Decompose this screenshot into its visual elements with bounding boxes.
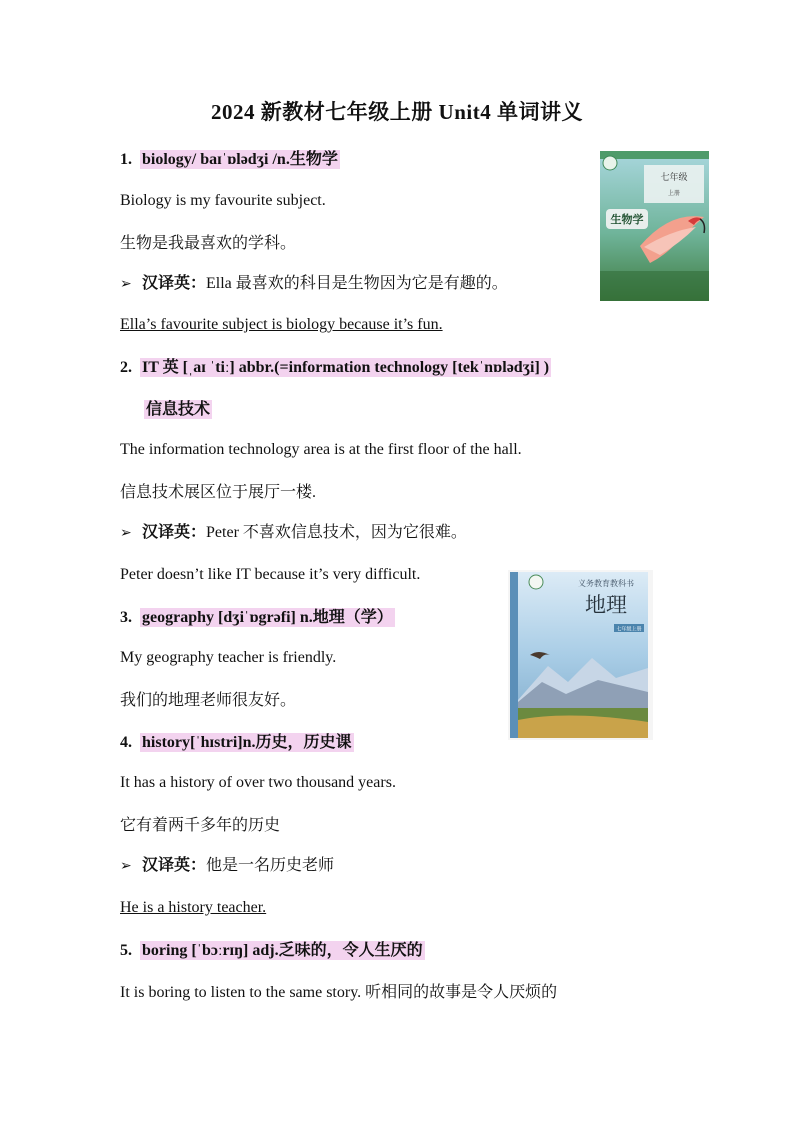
- entry-5-number: 5.: [120, 942, 132, 959]
- exercise-label: 汉译英：: [142, 524, 207, 541]
- entry-3-example-zh: 我们的地理老师很友好。: [120, 692, 297, 709]
- entry-4-example-en: It has a history of over two thousand years.: [120, 774, 396, 791]
- entry-2-example-zh: 信息技术展区位于展厅一楼.: [120, 484, 317, 501]
- entry-1-heading: [120, 146, 340, 169]
- entry-1-answer: Ella’s favourite subject is biology because it’s fun.: [120, 316, 443, 333]
- entry-3-number: 3.: [120, 609, 132, 626]
- geography-textbook-cover-image: [508, 570, 653, 740]
- entry-2-heading: [120, 354, 551, 377]
- entry-1-number: 1.: [120, 151, 132, 168]
- cover-grade: 七年级上册: [616, 626, 642, 633]
- entry-4-number: 4.: [120, 734, 132, 751]
- entry-5-headword: boring [ˈbɔːrɪŋ] adj.乏味的，令人生厌的: [142, 942, 423, 959]
- entry-5-example: It is boring to listen to the same story. 听相同的故事是令人厌烦的: [120, 984, 558, 1001]
- arrow-bullet-icon: ➢: [120, 277, 132, 292]
- exercise-label: 汉译英：: [142, 857, 207, 874]
- exercise-prompt: Peter 不喜欢信息技术，因为它很难。: [206, 524, 467, 541]
- entry-4-answer: He is a history teacher.: [120, 899, 267, 916]
- entry-4-headword: history[ˈhɪstri]n.历史，历史课: [142, 734, 352, 751]
- entry-4-exercise: [120, 852, 334, 875]
- entry-1-exercise: [120, 270, 508, 293]
- entry-2-exercise: [120, 519, 467, 542]
- cover-subject: 地理: [585, 593, 627, 617]
- exercise-label: 汉译英：: [142, 275, 207, 292]
- entry-2-headword-cont: 信息技术: [146, 401, 211, 418]
- entry-3-headword: geography [dʒiˈɒgrəfi] n.地理（学）: [142, 609, 393, 626]
- entry-4-example-zh: 它有着两千多年的历史: [120, 817, 281, 834]
- cover-series: 义务教育教科书: [578, 579, 634, 588]
- entry-2-headword: IT 英 [ˌaɪ ˈtiː] abbr.(=information technology [tekˈnɒlədʒi] ): [142, 359, 550, 376]
- arrow-bullet-icon: ➢: [120, 859, 132, 874]
- entry-1-example-zh: 生物是我最喜欢的学科。: [120, 235, 297, 252]
- page-title: 2024 新教材七年级上册 Unit4 单词讲义: [211, 100, 583, 124]
- exercise-prompt: Ella 最喜欢的科目是生物因为它是有趣的。: [206, 275, 508, 292]
- cover-term: 上册: [667, 190, 681, 197]
- entry-5-heading: [120, 937, 425, 960]
- entry-2-answer: Peter doesn’t like IT because it’s very difficult.: [120, 566, 421, 583]
- entry-2-heading-cont: [144, 396, 212, 419]
- cover-grade: 七年级: [660, 173, 688, 183]
- biology-textbook-cover-image: [600, 151, 709, 301]
- arrow-bullet-icon: ➢: [120, 526, 132, 541]
- entry-1-headword: biology/ baɪˈɒlədʒi /n.生物学: [142, 151, 338, 168]
- exercise-prompt: 他是一名历史老师: [206, 857, 335, 874]
- entry-3-heading: [120, 604, 395, 627]
- entry-3-example-en: My geography teacher is friendly.: [120, 649, 337, 666]
- entry-2-example-en: The information technology area is at the first floor of the hall.: [120, 441, 522, 458]
- entry-1-example-en: Biology is my favourite subject.: [120, 192, 326, 209]
- entry-2-number: 2.: [120, 359, 132, 376]
- entry-4-heading: [120, 729, 354, 752]
- cover-subject: 生物学: [610, 213, 644, 226]
